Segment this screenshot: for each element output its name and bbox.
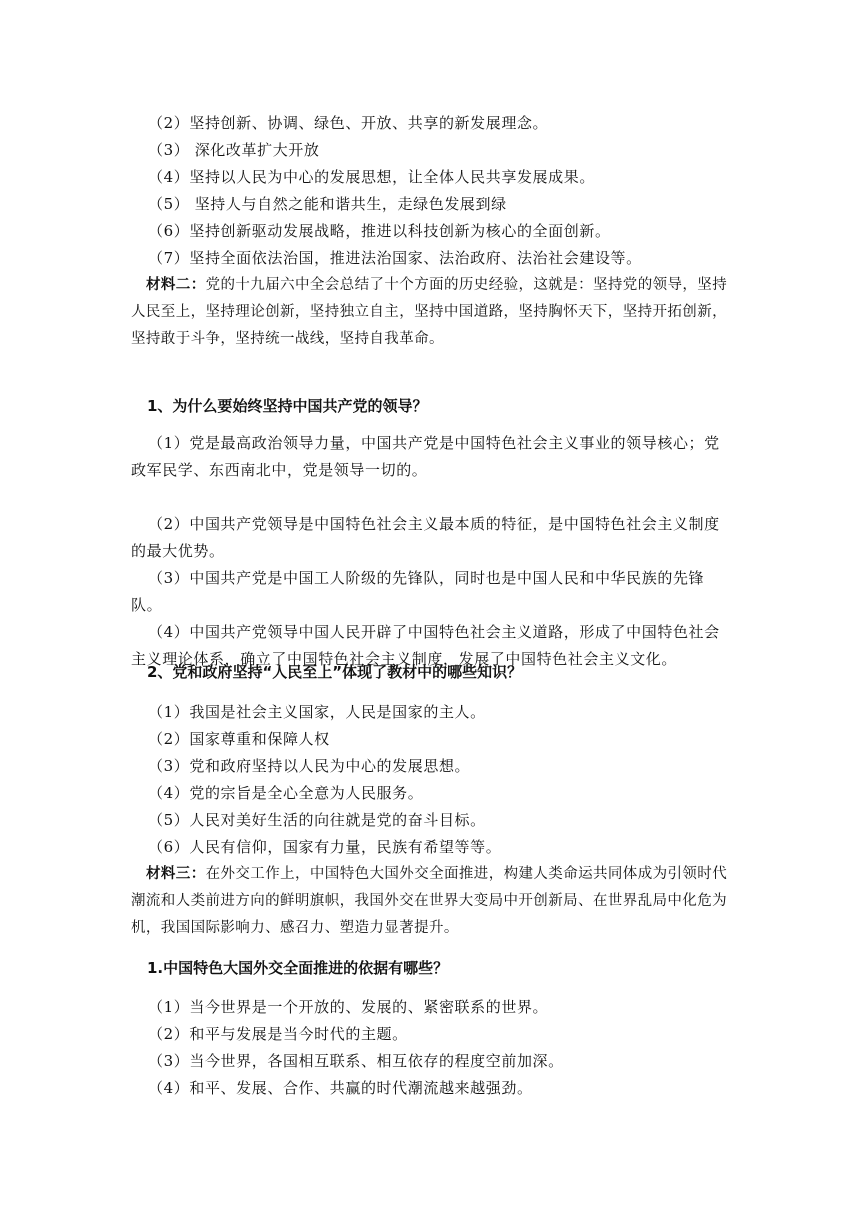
material-three-lead: 材料三： [146, 866, 206, 882]
answer-paragraph: （4）中国共产党领导中国人民开辟了中国特色社会主义道路，形成了中国特色社会主义理论体系，确立了中国特色社会主义制度，发展了中国特色社会主义文化。 [131, 623, 720, 668]
material-two-paragraph [131, 272, 731, 353]
list-item: （6）人民有信仰，国家有力量，民族有希望等等。 [148, 838, 502, 856]
list-item: （1）当今世界是一个开放的、发展的、紧密联系的世界。 [148, 998, 549, 1016]
list-item: （3）当今世界，各国相互联系、相互依存的程度空前加深。 [148, 1052, 564, 1070]
list-item: （7）坚持全面依法治国，推进法治国家、法治政府、法治社会建设等。 [148, 249, 642, 267]
list-item: （4）党的宗旨是全心全意为人民服务。 [148, 784, 424, 802]
list-item: （2）坚持创新、协调、绿色、开放、共享的新发展理念。 [148, 114, 549, 132]
material-three-text: 在外交工作上，中国特色大国外交全面推进，构建人类命运共同体成为引领时代潮流和人类前进方向的鲜明旗帜，我国外交在世界大变局中开创新局、在世界乱局中化危为机，我国国际影响力、感召力、塑造力显著提升。 [131, 866, 728, 936]
list-item: （3）党和政府坚持以人民为中心的发展思想。 [148, 757, 471, 775]
list-item: （6）坚持创新驱动发展战略，推进以科技创新为核心的全面创新。 [148, 222, 611, 240]
question-three-heading: 1.中国特色大国外交全面推进的依据有哪些？ [147, 959, 449, 977]
list-item: （4）坚持以人民为中心的发展思想，让全体人民共享发展成果。 [148, 168, 595, 186]
list-item: （4）和平、发展、合作、共赢的时代潮流越来越强劲。 [148, 1079, 533, 1097]
question-two-heading: 2、党和政府坚持“人民至上”体现了教材中的哪些知识？ [147, 663, 523, 681]
list-item: （2）和平与发展是当今时代的主题。 [148, 1025, 408, 1043]
answer-paragraph: （2）中国共产党领导是中国特色社会主义最本质的特征，是中国特色社会主义制度的最大优势。 [131, 515, 720, 560]
list-item: （1）我国是社会主义国家，人民是国家的主人。 [148, 703, 486, 721]
material-two-text: 党的十九届六中全会总结了十个方面的历史经验，这就是：坚持党的领导，坚持人民至上，坚持理论创新，坚持独立自主，坚持中国道路，坚持胸怀天下，坚持开拓创新，坚持敢于斗争，坚持统一战线，坚持自我革命。 [131, 277, 728, 347]
question-one-heading: 1、为什么要始终坚持中国共产党的领导？ [147, 397, 428, 415]
material-three-paragraph [131, 861, 731, 942]
material-two-lead: 材料二： [146, 277, 206, 293]
list-item: （2）国家尊重和保障人权 [148, 730, 330, 748]
answer-paragraph: （1）党是最高政治领导力量，中国共产党是中国特色社会主义事业的领导核心；党政军民学、东西南北中，党是领导一切的。 [131, 434, 720, 479]
list-item: （5） 坚持人与自然之能和谐共生，走绿色发展到绿 [148, 195, 507, 213]
list-item: （5）人民对美好生活的向往就是党的奋斗目标。 [148, 811, 486, 829]
answer-paragraph: （3）中国共产党是中国工人阶级的先锋队，同时也是中国人民和中华民族的先锋队。 [131, 569, 705, 614]
list-item: （3） 深化改革扩大开放 [148, 141, 320, 159]
